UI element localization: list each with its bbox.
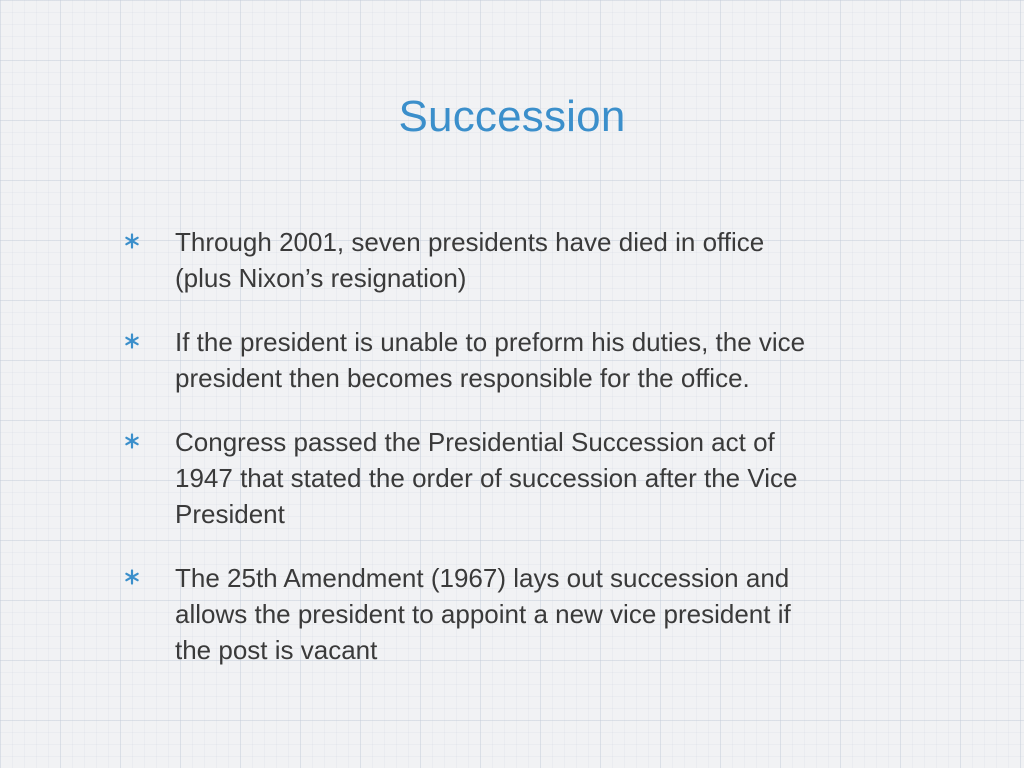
slide-title: Succession bbox=[398, 92, 626, 141]
bullet-item bbox=[0, 424, 1024, 532]
asterisk-icon bbox=[124, 433, 140, 449]
bullet-line: If the president is unable to preform his duties, the vice bbox=[175, 327, 806, 357]
bullet-line: president then becomes responsible for the office. bbox=[175, 363, 750, 393]
bullet-line: allows the president to appoint a new vice president if bbox=[175, 599, 791, 629]
bullet-line: President bbox=[175, 499, 285, 529]
bullet-line: (plus Nixon’s resignation) bbox=[175, 263, 467, 293]
asterisk-icon bbox=[124, 233, 140, 249]
asterisk-icon bbox=[124, 333, 140, 349]
bullet-item bbox=[0, 224, 1024, 296]
bullet-line: Congress passed the Presidential Succession act of bbox=[175, 427, 775, 457]
bullet-line: the post is vacant bbox=[175, 635, 378, 665]
bullet-item bbox=[0, 560, 1024, 668]
bullet-line: The 25th Amendment (1967) lays out succession and bbox=[175, 563, 790, 593]
asterisk-icon bbox=[124, 569, 140, 585]
bullet-line: 1947 that stated the order of succession after the Vice bbox=[175, 463, 798, 493]
bullet-line: Through 2001, seven presidents have died in office bbox=[175, 227, 765, 257]
bullet-item bbox=[0, 324, 1024, 396]
bullet-list bbox=[0, 224, 1024, 668]
